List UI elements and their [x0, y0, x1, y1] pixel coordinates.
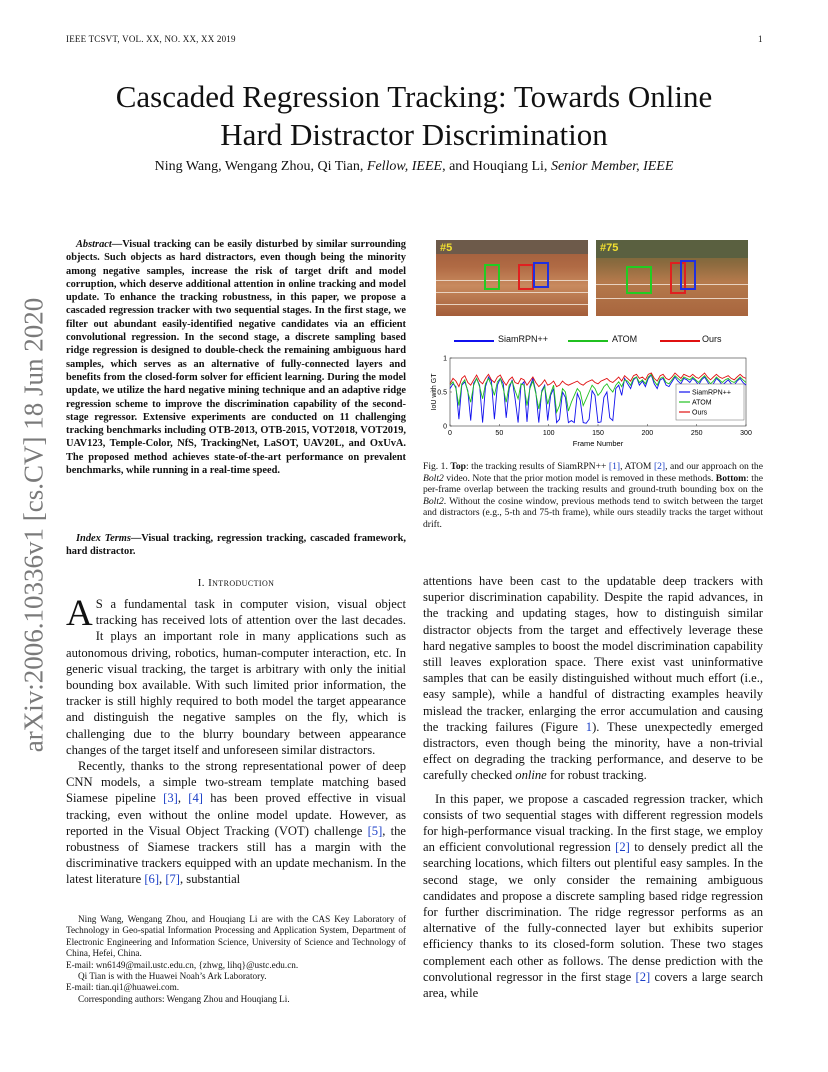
caption-label: Fig. 1.	[423, 461, 448, 472]
x-tick-label: 300	[740, 430, 752, 437]
citation-3[interactable]: [3]	[163, 791, 178, 806]
x-tick-label: 0	[448, 430, 452, 437]
stands-left	[436, 240, 588, 254]
arxiv-stamp-text: arXiv:2006.10336v1 [cs.CV] 18 Jun 2020	[18, 297, 49, 753]
page-number: 1	[758, 34, 763, 44]
caption-video-2: Bolt2	[423, 495, 444, 507]
caption-citation-2[interactable]: [2]	[653, 461, 666, 472]
col2-p1-b: ). These unexpectedly emerged distractors, even though being the minority, have a non-trivial effect on degrading the tracking performance, and deserve to be carefully checked	[423, 719, 763, 783]
y-axis-label: IoU with GT	[431, 373, 438, 411]
caption-t3: , and our approach on the	[665, 461, 763, 472]
legend-top	[436, 333, 748, 347]
col2-online: online	[515, 768, 547, 783]
chart-legend	[676, 384, 744, 420]
legend-line-atom	[568, 340, 608, 342]
intro-paragraph-2	[66, 758, 406, 888]
legend-entry: SiamRPN++	[692, 389, 731, 397]
title-line-2: Hard Distractor Discrimination	[220, 117, 608, 152]
section-title: Introduction	[208, 577, 275, 589]
author-senior: Senior Member, IEEE	[550, 159, 674, 174]
abstract-label: Abstract	[76, 239, 112, 250]
legend-entry: ATOM	[692, 399, 712, 407]
figure-1-ref[interactable]: 1	[585, 719, 593, 734]
footnote-2-email: E-mail: tian.qi1@huawei.com.	[66, 982, 180, 993]
col2-citation-2b[interactable]: [2]	[635, 969, 651, 984]
intro-col2	[423, 573, 763, 1001]
legend-line-ours	[660, 340, 700, 342]
intro-p1-text: S a fundamental task in computer vision, visual object tracking has received lots of attention over the last decades. It plays an important role in many applications such as autonomous driving, robotics, human-computer interaction, etc. In generic visual tracking, the target is arbitrary with only the initial bounding box available. With such limited prior information, the tracker is still highly required to both model the target appearance and distinguish the negative samples on the fly, which is challenging due to the blurry boundary between appearance changes of the target itself and unforeseen similar distractors.	[66, 597, 406, 757]
y-tick-label: 0.5	[437, 389, 447, 397]
index-terms-label: Index Terms	[76, 533, 131, 544]
y-tick-label: 0	[443, 423, 447, 431]
col2-p2-a: In this paper, we propose a cascaded regression tracker, which consists of two sequential stages with different regression models for high-performance visual tracking. In the first stage, we employ an efficient convolutional regression	[423, 791, 763, 855]
col2-p1-a: attentions have been cast to the updatable deep trackers with superior discrimination capability. Despite the rapid advances, in the tracking and updating stages, how to distinguish similar distractor objects from the target and effectively leverage these hard negative samples to boost the model discrimination capability still leaves exploration space. There exist vast uninformative samples that can be easily distinguished without much effort (i.e., easy sample), while a handful of distracting examples heavily mislead the tracker, enlarging the error accumulation and causing the tracking failures (Figure	[423, 574, 763, 734]
p2-f: , substantial	[180, 872, 241, 887]
intro-col1	[66, 593, 407, 888]
x-axis-label: Frame Number	[572, 439, 624, 448]
citation-6[interactable]: [6]	[144, 872, 160, 887]
col2-p2-b: to densely predict all the searching locations, which filters out plentiful easy samples. In the second stage, we only consider the remaining ambiguous candidates and propose a discrete sampling based ridge regression for further discrimination. The ridge regressor performs as an alternative of the fully-connected layer but exhibits superior efficiency thanks to its closed-form solution. These two stages complement each other as follows. The dense prediction with the convolutional regressor in the first stage	[423, 840, 763, 984]
frame-image-right	[596, 240, 748, 316]
caption-t6: . Without the cosine window, previous methods tend to switch between the target and distractors (e.g., 5-th and 75-th frame), while ours steadily tracks the target without drift.	[423, 495, 763, 530]
frame-image-left	[436, 240, 588, 316]
running-header: IEEE TCSVT, VOL. XX, NO. XX, XX 2019	[66, 34, 236, 44]
x-tick-label: 100	[542, 430, 555, 437]
p2-b: ,	[177, 791, 189, 806]
intro-paragraph-1	[66, 593, 406, 758]
index-terms-text: —Visual tracking, regression tracking, cascaded framework, hard distractor.	[66, 533, 406, 558]
caption-t5: : the per-frame overlap between the tracking results and ground-truth bounding box on the	[423, 472, 763, 496]
footnote-2: Qi Tian is with the Huawei Noah’s Ark Laboratory.	[78, 971, 267, 982]
x-tick-label: 200	[641, 430, 654, 437]
paper-title	[60, 78, 768, 154]
siamrpn-box-left	[533, 262, 549, 288]
ours-box-left	[518, 264, 534, 290]
figure-caption	[423, 461, 763, 531]
col2-p2-c: covers a large search area, while	[423, 969, 763, 1001]
col2-p1-c: for robust tracking.	[546, 768, 647, 783]
author-names-1: Ning Wang, Wengang Zhou, Qi Tian,	[154, 159, 367, 174]
caption-video: Bolt2	[423, 472, 444, 484]
caption-citation-1[interactable]: [1]	[608, 461, 621, 472]
arxiv-stamp	[14, 290, 54, 760]
p2-c: has been proved effective in visual tracking, even without the online model update. However, as reported in the Visual Object Tracking (VOT) challenge	[66, 791, 406, 838]
footnote-1: Ning Wang, Wengang Zhou, and Houqiang Li are with the CAS Key Laboratory of Technology in Geo-spatial Information Processing and Application System, Department of Electronic Engineering and Information Science, University of Science and Technology of China, Hefei, China.	[66, 914, 406, 959]
caption-t1: : the tracking results of SiamRPN++	[466, 461, 609, 472]
legend-atom: ATOM	[612, 334, 638, 344]
p2-a: Recently, thanks to the strong representational power of deep CNN models, a simple two-stream template matching based Siamese pipeline	[66, 759, 406, 806]
dropcap: A	[66, 593, 93, 634]
legend-entry: Ours	[692, 409, 708, 417]
col2-paragraph-1	[423, 573, 763, 784]
col2-paragraph-2	[423, 791, 763, 1002]
p2-e: ,	[159, 872, 166, 887]
legend-line-siamrpn	[454, 340, 494, 342]
index-terms	[66, 532, 406, 559]
abstract	[66, 238, 406, 477]
x-tick-label: 50	[495, 430, 504, 437]
abstract-text: —Visual tracking can be easily disturbed by similar surrounding objects. Such objects as hard distractors, even though being the minority among negative samples, increase the risk of target drift and model corruption, which deserve additional attention in online tracking and model update. To enhance the tracking robustness, in this paper, we propose a cascaded regression tracker with two sequential stages. In the first stage, we filter out abundant easily-identified negative candidates via an efficient convolutional regression. In the second stage, a discrete sampling based ridge regression is designed to double-check the remaining ambiguous hard samples, which serves as an alternative of fully-connected layers and benefits from the closed-form solver for efficient learning. During the model update, we utilize the hard negative mining technique and an adaptive ridge regression scheme to improve the discrimination capability of the second-stage regressor. Extensive experiments are conducted on 11 challenging tracking benchmarks including OTB-2013, OTB-2015, VOT2018, VOT2019, UAV123, Temple-Color, NfS, TrackingNet, LaSOT, UAV20L, and OxUvA. The proposed method achieves state-of-the-art performance on prevalent benchmarks, while running in a real-time speed.	[66, 239, 406, 477]
legend-ours: Ours	[702, 334, 722, 344]
atom-box-left	[484, 264, 500, 290]
caption-top-label: Top	[450, 461, 467, 472]
author-list	[60, 159, 768, 175]
title-line-1: Cascaded Regression Tracking: Towards Online	[115, 79, 713, 114]
x-tick-label: 150	[592, 430, 604, 437]
section-number: I.	[197, 577, 209, 589]
footnotes	[66, 914, 406, 1005]
y-tick-label: 1	[443, 355, 447, 363]
x-tick-label: 250	[690, 430, 703, 437]
legend-siamrpn: SiamRPN++	[498, 334, 549, 344]
frame-right-label: #75	[600, 242, 619, 254]
citation-5[interactable]: [5]	[367, 823, 383, 838]
caption-t2: , ATOM	[620, 461, 654, 472]
p2-d: , the robustness of Siamese trackers still has a margin with the discriminative trackers equipped with an update mechanism. In the latest literature	[66, 823, 407, 887]
caption-t4: video. Note that the prior motion model is removed in these methods.	[443, 472, 716, 484]
author-names-2: , and Houqiang Li,	[442, 159, 551, 174]
iou-chart	[424, 350, 764, 450]
col2-citation-2a[interactable]: [2]	[615, 840, 630, 855]
atom-box-right	[626, 266, 652, 294]
stands-right	[596, 240, 748, 258]
caption-bottom-label: Bottom	[715, 472, 747, 484]
citation-4[interactable]: [4]	[188, 791, 203, 806]
citation-7[interactable]: [7]	[165, 872, 180, 887]
frame-left-label: #5	[440, 242, 453, 254]
footnote-3: Corresponding authors: Wengang Zhou and Houqiang Li.	[78, 993, 290, 1004]
section-heading	[66, 577, 406, 589]
siamrpn-box-right	[680, 260, 696, 290]
author-fellow: Fellow, IEEE	[366, 159, 443, 174]
footnote-1-email: E-mail: wn6149@mail.ustc.edu.cn, {zhwg, lihq}@ustc.edu.cn.	[66, 959, 299, 970]
